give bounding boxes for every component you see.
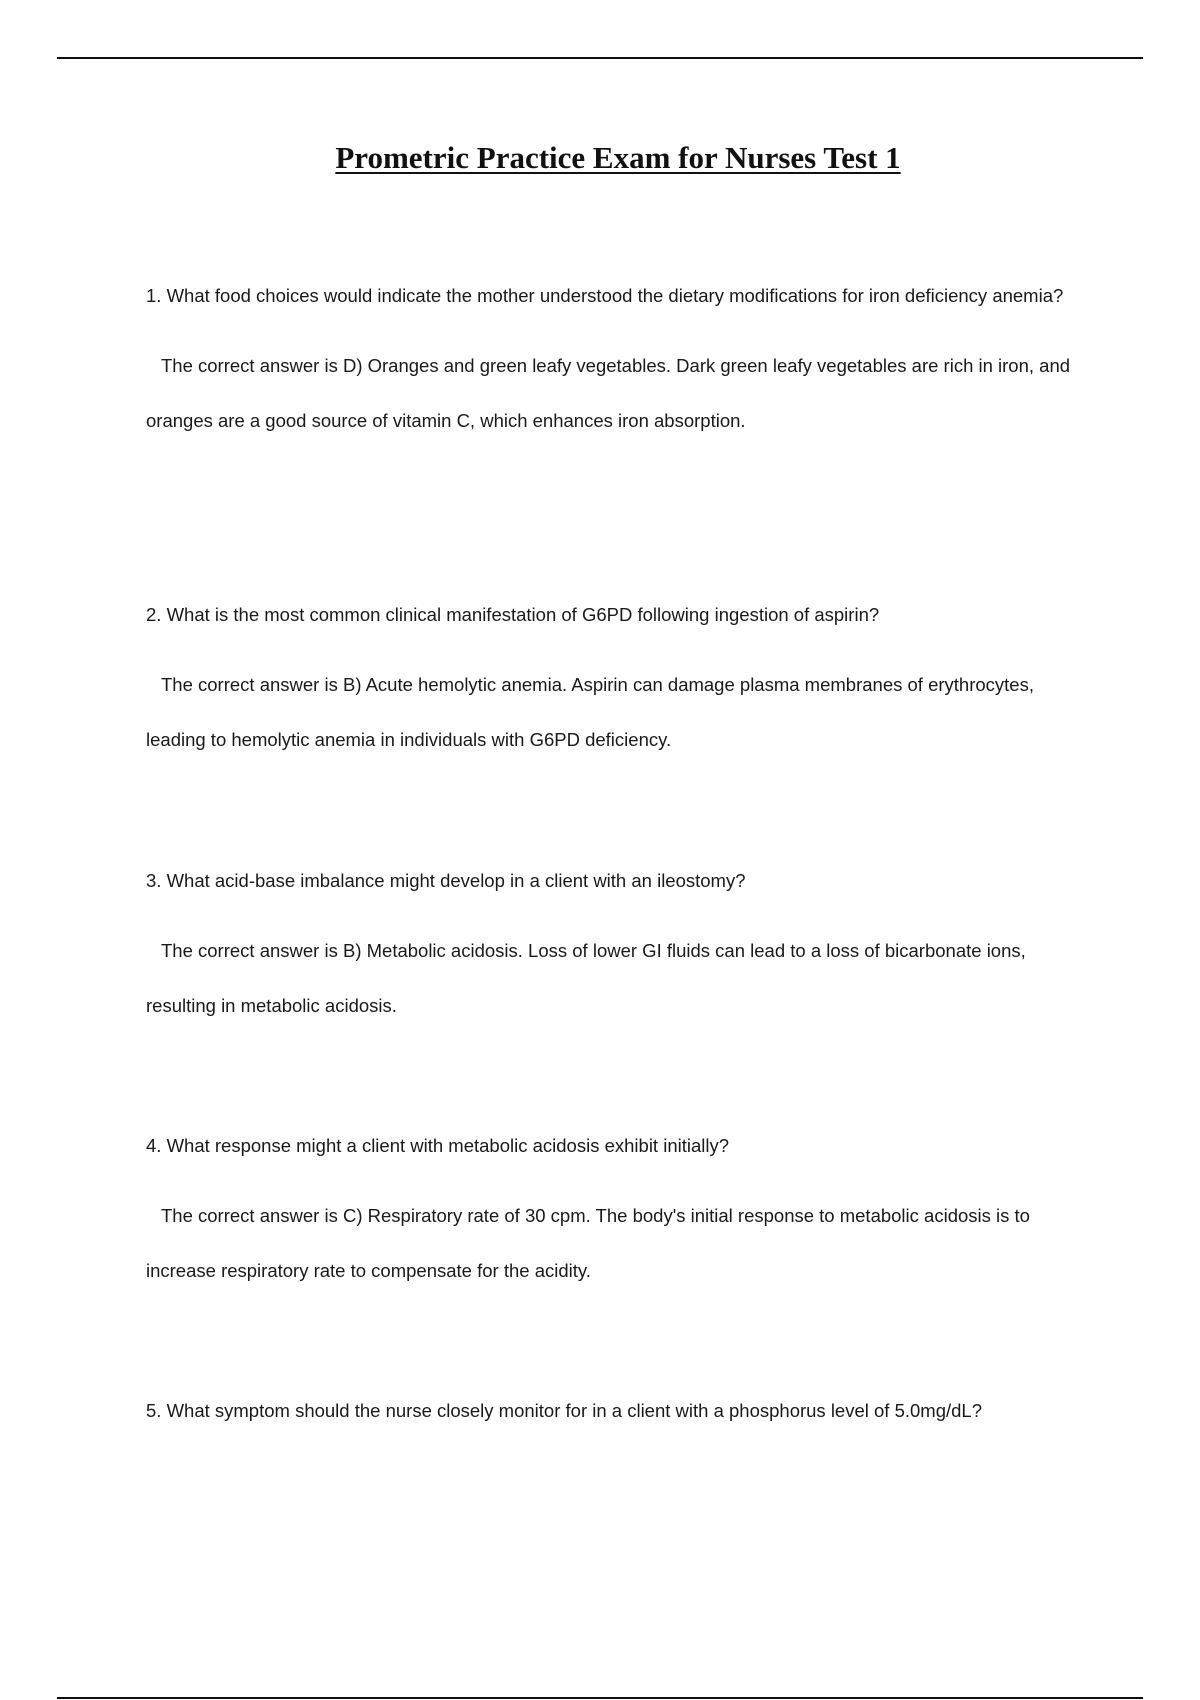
question-text: 1. What food choices would indicate the mother understood the dietary modifications for iron deficiency anemia?: [146, 285, 1064, 306]
answer-text: The correct answer is B) Acute hemolytic anemia. Aspirin can damage plasma membranes of erythrocytes, leading to hemolytic anemia in individuals with G6PD deficiency.: [146, 674, 1034, 750]
top-divider: [57, 57, 1143, 59]
question-text: 3. What acid-base imbalance might develop in a client with an ileostomy?: [146, 870, 746, 891]
question-block-4: [146, 1118, 1096, 1298]
question-block-5: [146, 1383, 1096, 1438]
question-block-1: [146, 268, 1096, 448]
document-title: Prometric Practice Exam for Nurses Test 1: [335, 140, 901, 175]
answer-text: The correct answer is B) Metabolic acidosis. Loss of lower GI fluids can lead to a loss of bicarbonate ions, resulting in metabolic acidosis.: [146, 940, 1026, 1016]
answer-text: The correct answer is C) Respiratory rate of 30 cpm. The body's initial response to metabolic acidosis is to increase respiratory rate to compensate for the acidity.: [146, 1205, 1030, 1281]
question-block-3: [146, 853, 1096, 1033]
question-text: 5. What symptom should the nurse closely monitor for in a client with a phosphorus level of 5.0mg/dL?: [146, 1400, 983, 1421]
question-block-2: [146, 587, 1096, 767]
question-text: 2. What is the most common clinical manifestation of G6PD following ingestion of aspirin?: [146, 604, 880, 625]
question-text: 4. What response might a client with metabolic acidosis exhibit initially?: [146, 1135, 730, 1156]
bottom-divider: [57, 1697, 1143, 1699]
answer-text: The correct answer is D) Oranges and green leafy vegetables. Dark green leafy vegetables are rich in iron, and oranges are a good source of vitamin C, which enhances iron absorption.: [146, 355, 1071, 431]
